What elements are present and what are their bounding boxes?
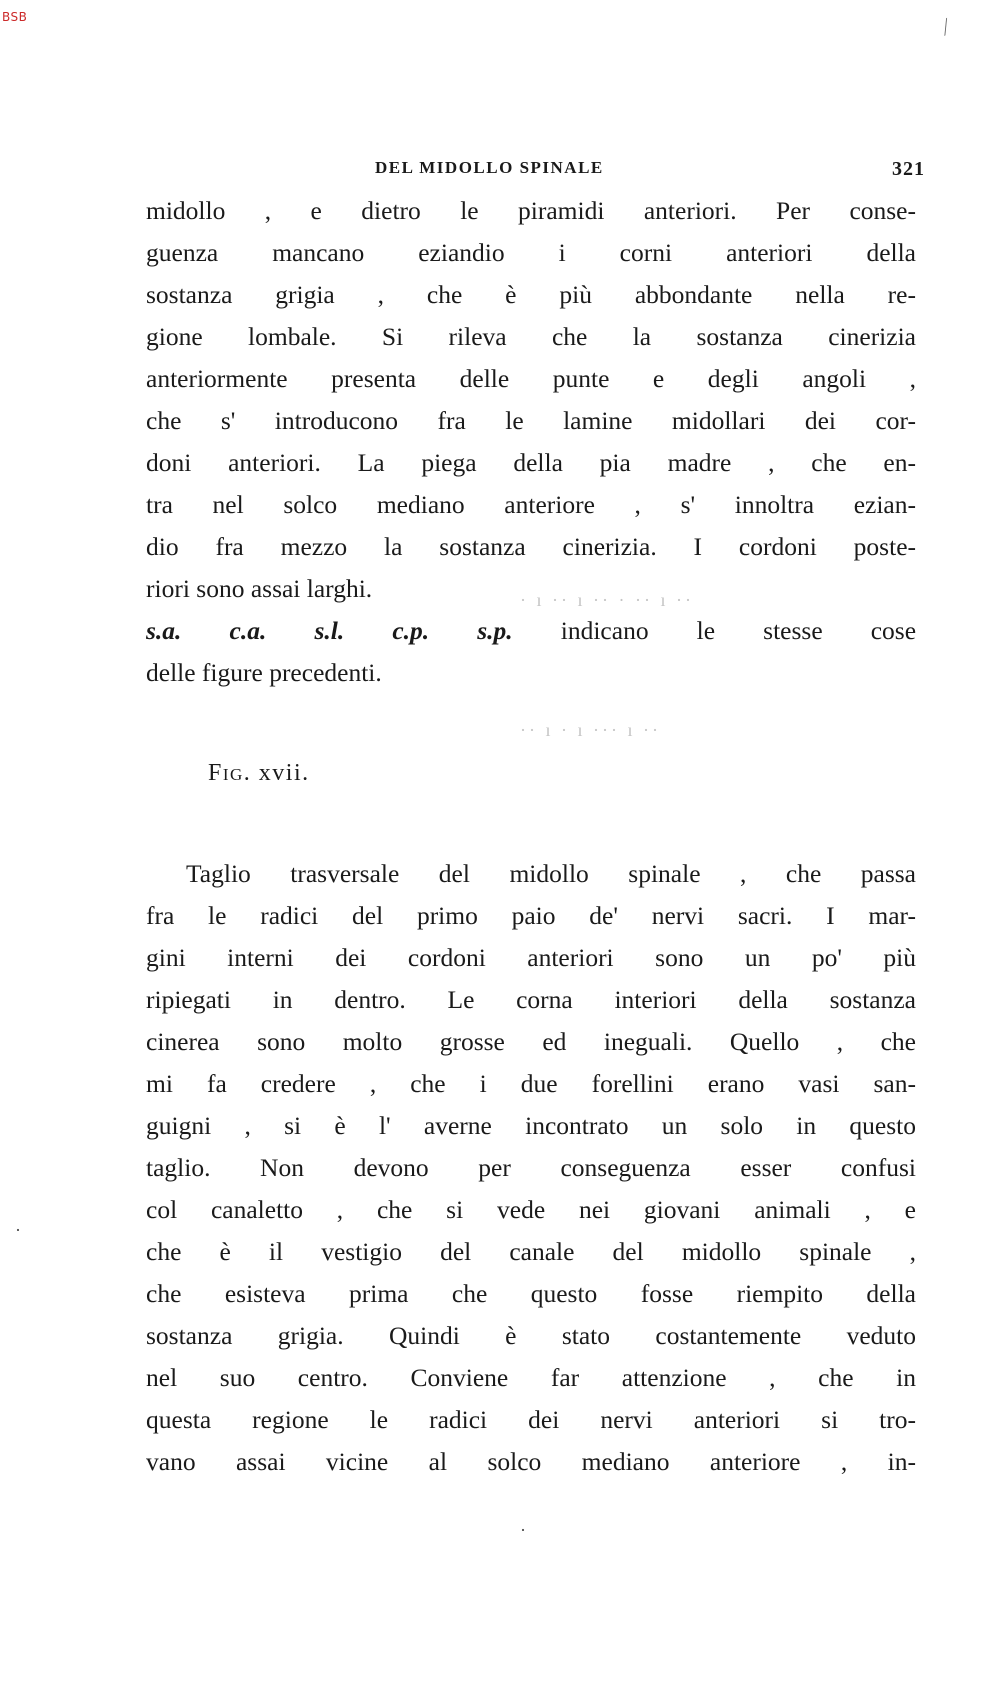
bleed-through-text: ·· ı · ı ··· ı ·· bbox=[520, 720, 661, 740]
running-title: DEL MIDOLLO SPINALE bbox=[375, 158, 604, 177]
abbr-sl: s.l. bbox=[314, 616, 345, 645]
text-line: sostanza grigia , che è più abbondante nella re- bbox=[146, 280, 916, 309]
text-line: che esisteva prima che questo fosse riempito della bbox=[146, 1279, 916, 1308]
figure-heading bbox=[208, 760, 310, 787]
margin-speck: · bbox=[15, 1220, 21, 1240]
pencil-mark: ⁄ bbox=[938, 14, 954, 39]
bleed-through-text: · ı ·· ı ·· · ·· ı ·· bbox=[520, 590, 694, 610]
text-line: col canaletto , che si vede nei giovani animali , e bbox=[146, 1195, 916, 1224]
legend-line-2: delle figure precedenti. bbox=[146, 658, 382, 687]
text-line: anteriormente presenta delle punte e degli angoli , bbox=[146, 364, 916, 393]
figure-label: Fig. bbox=[208, 760, 252, 786]
text-line: guigni , si è l' averne incontrato un solo in questo bbox=[146, 1111, 916, 1140]
legend-line bbox=[146, 610, 916, 652]
paragraph-lower bbox=[146, 853, 916, 1483]
text-line: gione lombale. Si rileva che la sostanza cinerizia bbox=[146, 322, 916, 351]
text-line: midollo , e dietro le piramidi anteriori. Per conse- bbox=[146, 196, 916, 225]
text-line: mi fa credere , che i due forellini erano vasi san- bbox=[146, 1069, 916, 1098]
text-line: riori sono assai larghi. bbox=[146, 574, 373, 603]
text-line: tra nel solco mediano anteriore , s' innoltra ezian- bbox=[146, 490, 916, 519]
text-line: cinerea sono molto grosse ed ineguali. Quello , che bbox=[146, 1027, 916, 1056]
text-line: che è il vestigio del canale del midollo spinale , bbox=[146, 1237, 916, 1266]
text-line: fra le radici del primo paio de' nervi sacri. I mar- bbox=[146, 901, 916, 930]
text-line: che s' introducono fra le lamine midollari dei cor- bbox=[146, 406, 916, 435]
text-line: vano assai vicine al solco mediano anteriore , in- bbox=[146, 1447, 916, 1476]
running-head bbox=[375, 158, 925, 181]
text-line: ripiegati in dentro. Le corna interiori della sostanza bbox=[146, 985, 916, 1014]
text-line: questa regione le radici dei nervi anteriori si tro- bbox=[146, 1405, 916, 1434]
text-line: guenza mancano eziandio i corni anteriori della bbox=[146, 238, 916, 267]
abbr-cp: c.p. bbox=[392, 616, 430, 645]
text-line: nel suo centro. Conviene far attenzione , che in bbox=[146, 1363, 916, 1392]
paragraph-upper bbox=[146, 190, 916, 694]
text-line: gini interni dei cordoni anteriori sono un po' più bbox=[146, 943, 916, 972]
margin-speck: · bbox=[520, 1520, 526, 1540]
text-line: Taglio trasversale del midollo spinale , che passa bbox=[186, 859, 916, 888]
abbr-ca: c.a. bbox=[229, 616, 267, 645]
library-stamp: BSB bbox=[2, 10, 28, 24]
abbr-sa: s.a. bbox=[146, 616, 182, 645]
text-line: taglio. Non devono per conseguenza esser confusi bbox=[146, 1153, 916, 1182]
legend-text: indicano le stesse cose bbox=[560, 616, 916, 645]
text-line: sostanza grigia. Quindi è stato costantemente veduto bbox=[146, 1321, 916, 1350]
page-number: 321 bbox=[892, 158, 925, 180]
figure-number: xvii. bbox=[258, 760, 310, 786]
abbr-sp: s.p. bbox=[477, 616, 513, 645]
text-line: doni anteriori. La piega della pia madre , che en- bbox=[146, 448, 916, 477]
text-line: dio fra mezzo la sostanza cinerizia. I cordoni poste- bbox=[146, 532, 916, 561]
